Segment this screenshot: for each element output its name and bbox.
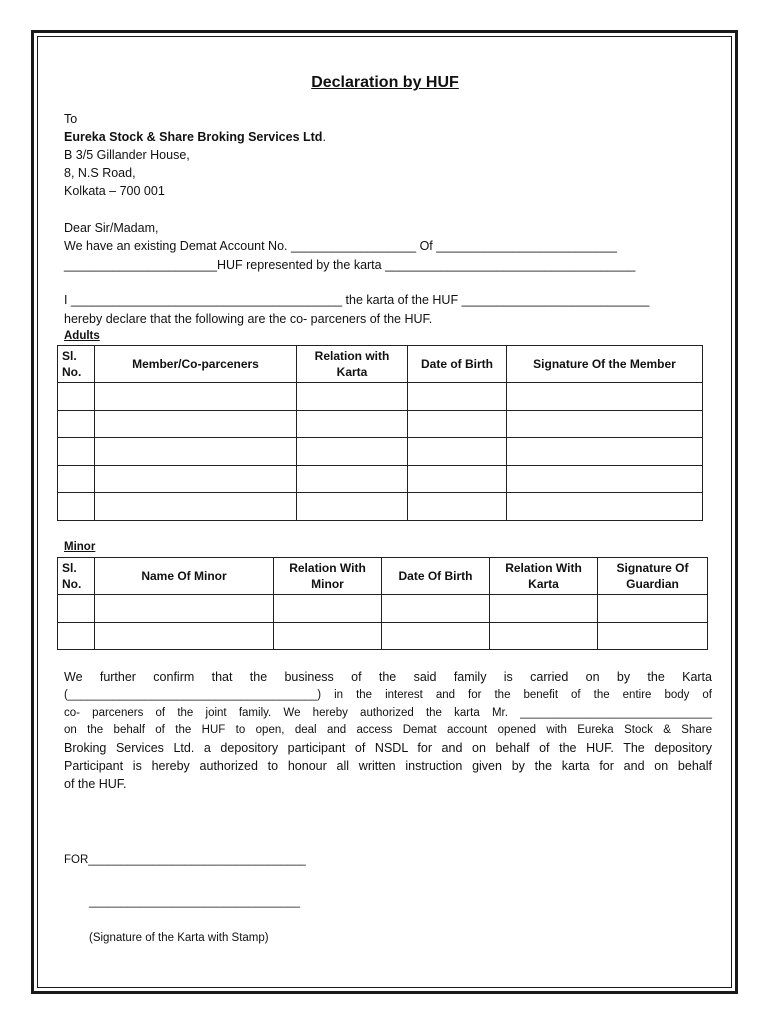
minor-cell[interactable] <box>274 595 382 623</box>
adults-col-relation <box>297 346 408 383</box>
para3-line4: on the behalf of the HUF to open, deal and access Demat account opened with Eureka Stock & Share <box>64 724 712 736</box>
address-company <box>64 128 326 146</box>
minor-cell[interactable] <box>274 622 382 650</box>
adults-col-signature-label: Signature Of the Member <box>533 357 676 371</box>
address-line-1: B 3/5 Gillander House, <box>64 148 190 162</box>
signature-line[interactable]: _________________________________ <box>89 896 301 908</box>
company-suffix: . <box>322 130 326 144</box>
adults-row <box>58 493 703 521</box>
para2-line2: hereby declare that the following are the co- parceners of the HUF. <box>64 312 433 326</box>
minor-col-name-label: Name Of Minor <box>141 569 227 583</box>
adults-cell[interactable] <box>58 493 95 521</box>
minor-cell[interactable] <box>598 622 708 650</box>
minor-col-guardian-signature <box>598 558 708 595</box>
para2-line1: I _______________________________________ the karta of the HUF ___________________________ <box>64 293 650 307</box>
adults-cell[interactable] <box>408 465 507 493</box>
adults-cell[interactable] <box>58 438 95 466</box>
adults-cell[interactable] <box>95 438 297 466</box>
adults-row <box>58 383 703 411</box>
minor-col-name <box>95 558 274 595</box>
minor-header-row <box>58 558 708 595</box>
adults-col-sl-no-label: Sl. No. <box>62 349 82 379</box>
minor-col-relation-karta-label: Relation With Karta <box>505 561 582 591</box>
company-name: Eureka Stock & Share Broking Services Ltd <box>64 130 323 144</box>
minor-col-dob <box>382 558 490 595</box>
adults-cell[interactable] <box>507 465 703 493</box>
adults-cell[interactable] <box>95 465 297 493</box>
adults-cell[interactable] <box>95 383 297 411</box>
adults-col-sl-no <box>58 346 95 383</box>
minor-cell[interactable] <box>490 595 598 623</box>
adults-col-relation-label: Relation with Karta <box>314 349 390 379</box>
minor-cell[interactable] <box>490 622 598 650</box>
minor-cell[interactable] <box>382 595 490 623</box>
adults-cell[interactable] <box>507 383 703 411</box>
minor-table <box>57 557 708 650</box>
para3-line3: co- parceners of the joint family. We hereby authorized the karta Mr. ______________________________ <box>64 707 712 719</box>
para3-line1: We further confirm that the business of the said family is carried on by the Karta <box>64 670 712 684</box>
para3-line7: of the HUF. <box>64 777 127 791</box>
signature-caption: (Signature of the Karta with Stamp) <box>89 932 269 944</box>
adults-cell[interactable] <box>297 383 408 411</box>
adults-cell[interactable] <box>507 438 703 466</box>
minor-cell[interactable] <box>382 622 490 650</box>
adults-cell[interactable] <box>297 438 408 466</box>
adults-col-member-label: Member/Co-parceners <box>132 357 259 371</box>
minor-heading: Minor <box>64 541 96 553</box>
minor-col-relation-karta <box>490 558 598 595</box>
adults-cell[interactable] <box>408 493 507 521</box>
adults-cell[interactable] <box>507 410 703 438</box>
minor-cell[interactable] <box>95 595 274 623</box>
minor-col-relation-minor <box>274 558 382 595</box>
para3-line2: (_______________________________________) in the interest and for the benefit of the entire body of <box>64 689 712 701</box>
adults-col-member <box>95 346 297 383</box>
adults-table <box>57 345 703 521</box>
minor-col-dob-label: Date Of Birth <box>398 569 473 583</box>
for-line[interactable]: FOR__________________________________ <box>64 854 306 866</box>
para3-line6: Participant is hereby authorized to honour all written instruction given by the karta for and on behalf <box>64 759 712 773</box>
minor-cell[interactable] <box>58 595 95 623</box>
address-line-3: Kolkata – 700 001 <box>64 184 165 198</box>
salutation: Dear Sir/Madam, <box>64 221 159 235</box>
adults-row <box>58 465 703 493</box>
minor-cell[interactable] <box>598 595 708 623</box>
para1-line1: We have an existing Demat Account No. __________________ Of __________________________ <box>64 239 617 253</box>
adults-cell[interactable] <box>95 410 297 438</box>
address-line-2: 8, N.S Road, <box>64 166 136 180</box>
document-title: Declaration by HUF <box>311 74 459 91</box>
minor-cell[interactable] <box>95 622 274 650</box>
adults-cell[interactable] <box>95 493 297 521</box>
minor-row <box>58 595 708 623</box>
adults-cell[interactable] <box>408 383 507 411</box>
adults-cell[interactable] <box>58 410 95 438</box>
address-to: To <box>64 112 78 126</box>
adults-cell[interactable] <box>297 493 408 521</box>
adults-col-dob-label: Date of Birth <box>421 357 493 371</box>
adults-cell[interactable] <box>507 493 703 521</box>
para3-line5: Broking Services Ltd. a depository participant of NSDL for and on behalf of the HUF. The depository <box>64 741 712 755</box>
adults-cell[interactable] <box>408 438 507 466</box>
adults-row <box>58 438 703 466</box>
minor-cell[interactable] <box>58 622 95 650</box>
adults-cell[interactable] <box>408 410 507 438</box>
adults-col-signature <box>507 346 703 383</box>
minor-col-sl-no <box>58 558 95 595</box>
adults-row <box>58 410 703 438</box>
adults-heading: Adults <box>64 330 100 342</box>
minor-col-sl-no-label: Sl. No. <box>62 561 82 591</box>
adults-header-row <box>58 346 703 383</box>
minor-col-guardian-signature-label: Signature Of Guardian <box>616 561 689 591</box>
minor-col-relation-minor-label: Relation With Minor <box>289 561 366 591</box>
adults-cell[interactable] <box>297 410 408 438</box>
minor-row <box>58 622 708 650</box>
adults-cell[interactable] <box>58 465 95 493</box>
para1-line2: ______________________HUF represented by the karta ____________________________________ <box>64 258 636 272</box>
adults-col-dob <box>408 346 507 383</box>
adults-cell[interactable] <box>58 383 95 411</box>
adults-cell[interactable] <box>297 465 408 493</box>
